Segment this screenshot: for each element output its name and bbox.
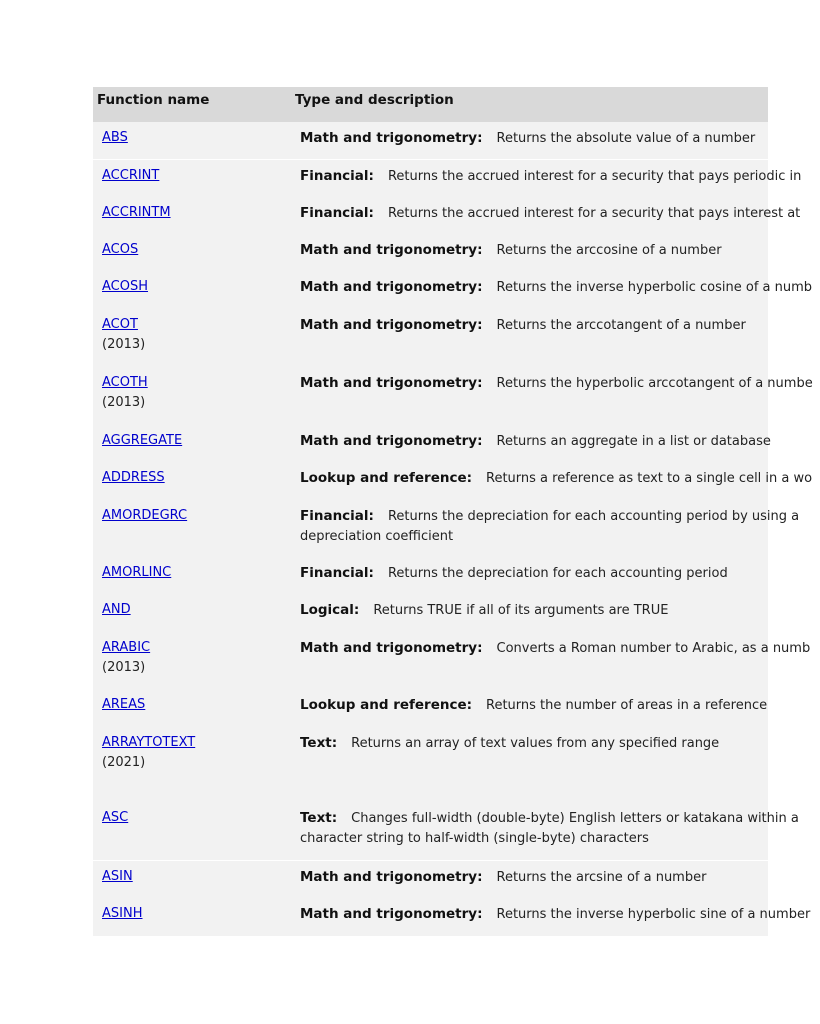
function-description: Returns a reference as text to a single cell in a wo (486, 471, 813, 486)
function-description-cell (300, 563, 820, 584)
function-name-cell (102, 373, 148, 413)
function-link[interactable]: ASC (102, 810, 129, 825)
table-row (93, 861, 768, 898)
function-description-cell (300, 315, 820, 336)
function-description: Returns TRUE if all of its arguments are TRUE (373, 603, 669, 618)
function-category: Financial: (300, 565, 374, 581)
function-category: Math and trigonometry: (300, 317, 483, 333)
function-category: Math and trigonometry: (300, 375, 483, 391)
function-name-cell (102, 638, 150, 678)
function-category: Math and trigonometry: (300, 906, 483, 922)
function-category: Math and trigonometry: (300, 130, 483, 146)
function-link[interactable]: ACOT (102, 317, 138, 332)
column-header-type-description: Type and description (295, 92, 454, 108)
table-row (93, 122, 768, 160)
function-name-cell (102, 315, 145, 355)
function-category: Math and trigonometry: (300, 433, 483, 449)
function-description-cell (300, 203, 820, 224)
function-description: Returns the accrued interest for a security that pays interest at (387, 206, 801, 221)
function-description: Returns the arccosine of a number (496, 243, 722, 258)
table-header (93, 87, 768, 122)
function-description-cell (300, 600, 820, 621)
function-category: Text: (300, 810, 338, 826)
function-link[interactable]: AREAS (102, 697, 146, 712)
function-description: Returns the depreciation for each accounting period by using a (387, 509, 800, 524)
table-row (93, 500, 800, 557)
function-name-cell (102, 695, 145, 715)
table-row (93, 271, 813, 309)
function-description: Returns an aggregate in a list or database (496, 434, 771, 449)
function-description-continued: character string to half-width (single-byte) characters (300, 831, 649, 846)
function-description: Returns the hyperbolic arccotangent of a numbe (496, 376, 813, 391)
function-link[interactable]: AMORDEGRC (102, 508, 188, 523)
table-row (93, 425, 771, 462)
function-link[interactable]: ADDRESS (102, 470, 165, 485)
function-category: Math and trigonometry: (300, 869, 483, 885)
function-link[interactable]: ACCRINTM (102, 205, 171, 220)
function-description-cell (300, 277, 820, 298)
function-description: Returns the arccotangent of a number (496, 318, 746, 333)
table-row (93, 309, 768, 367)
function-description-cell (300, 638, 820, 659)
column-header-function-name: Function name (97, 92, 210, 108)
function-link[interactable]: ASINH (102, 906, 143, 921)
function-description-cell (300, 733, 820, 754)
function-description: Returns the number of areas in a reference (486, 698, 768, 713)
function-description-cell (300, 808, 820, 849)
function-description-cell (300, 128, 820, 149)
table-row (93, 727, 768, 802)
table-row (93, 689, 768, 727)
function-description: Returns the accrued interest for a security that pays periodic in (387, 169, 802, 184)
function-table (93, 87, 813, 936)
function-name-cell (102, 867, 133, 887)
function-name-cell (102, 166, 159, 186)
table-row (93, 898, 811, 936)
function-category: Financial: (300, 168, 374, 184)
table-row (93, 802, 799, 861)
function-link[interactable]: ASIN (102, 869, 133, 884)
function-category: Math and trigonometry: (300, 242, 483, 258)
function-name-cell (102, 468, 165, 488)
function-name-cell (102, 506, 187, 526)
table-row (93, 462, 813, 500)
function-name-cell (102, 203, 171, 223)
function-description-cell (300, 373, 820, 394)
table-body (93, 122, 813, 936)
function-name-cell (102, 808, 128, 828)
function-description-cell (300, 431, 820, 452)
function-link[interactable]: ARABIC (102, 640, 151, 655)
function-description: Returns the absolute value of a number (496, 131, 756, 146)
table-row (93, 234, 768, 271)
function-description-cell (300, 166, 820, 187)
function-description-cell (300, 506, 820, 547)
function-category: Text: (300, 735, 338, 751)
function-name-cell (102, 904, 142, 924)
function-description-cell (300, 468, 820, 489)
function-description: Returns the inverse hyperbolic cosine of a numb (496, 280, 813, 295)
function-description: Returns an array of text values from any specified range (351, 736, 720, 751)
function-name-cell (102, 240, 138, 260)
function-link[interactable]: AMORLINC (102, 565, 172, 580)
function-link[interactable]: ACOTH (102, 375, 148, 390)
function-category: Financial: (300, 205, 374, 221)
function-description-cell (300, 695, 820, 716)
function-link[interactable]: ARRAYTOTEXT (102, 735, 196, 750)
function-category: Math and trigonometry: (300, 279, 483, 295)
table-row (93, 160, 802, 197)
function-link[interactable]: AND (102, 602, 131, 617)
function-link[interactable]: ACCRINT (102, 168, 160, 183)
table-row (93, 197, 801, 234)
version-note: (2013) (102, 395, 146, 410)
version-note: (2021) (102, 755, 146, 770)
function-category: Financial: (300, 508, 374, 524)
function-category: Logical: (300, 602, 360, 618)
table-row (93, 557, 768, 594)
function-category: Lookup and reference: (300, 697, 473, 713)
function-description: Changes full-width (double-byte) English letters or katakana within a (351, 811, 799, 826)
table-row (93, 367, 813, 425)
function-name-cell (102, 128, 128, 148)
function-name-cell (102, 563, 171, 583)
function-category: Math and trigonometry: (300, 640, 483, 656)
function-name-cell (102, 600, 131, 620)
function-description-cell (300, 867, 820, 888)
function-description-continued: depreciation coefficient (300, 529, 454, 544)
function-description-cell (300, 904, 820, 925)
table-row (93, 632, 811, 689)
function-link[interactable]: ACOS (102, 242, 139, 257)
function-description: Returns the arcsine of a number (496, 870, 707, 885)
version-note: (2013) (102, 337, 146, 352)
function-description: Converts a Roman number to Arabic, as a numb (496, 641, 811, 656)
function-description: Returns the inverse hyperbolic sine of a number (496, 907, 811, 922)
function-description: Returns the depreciation for each accounting period (387, 566, 728, 581)
function-link[interactable]: AGGREGATE (102, 433, 183, 448)
function-name-cell (102, 277, 148, 297)
function-link[interactable]: ACOSH (102, 279, 149, 294)
function-description-cell (300, 240, 820, 261)
function-name-cell (102, 733, 195, 773)
version-note: (2013) (102, 660, 146, 675)
table-row (93, 594, 768, 632)
function-name-cell (102, 431, 182, 451)
function-category: Lookup and reference: (300, 470, 473, 486)
function-link[interactable]: ABS (102, 130, 128, 145)
